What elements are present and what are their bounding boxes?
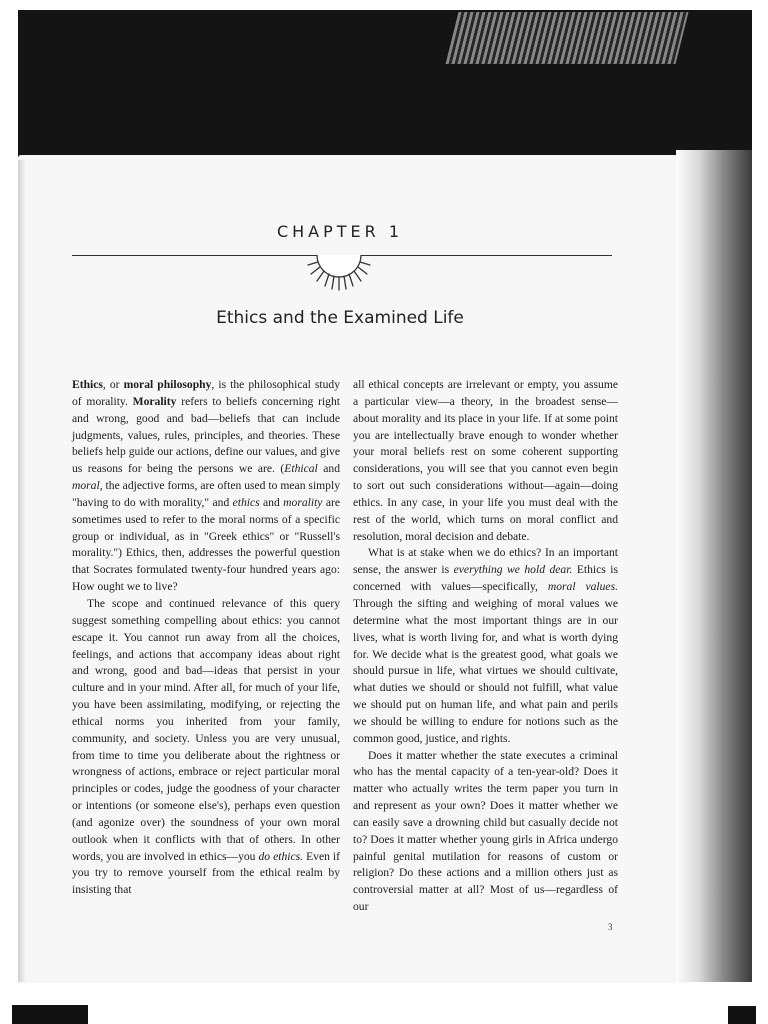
page-gutter-shadow — [676, 150, 752, 982]
page-number: 3 — [608, 922, 613, 932]
emphasis: morality — [283, 495, 323, 509]
emphasis: ethics — [232, 495, 260, 509]
emphasis: everything we hold dear. — [453, 563, 573, 577]
emphasis: moral values. — [547, 580, 618, 594]
text-column-left — [72, 377, 340, 899]
sunburst-ornament — [304, 255, 374, 295]
text-column-right — [353, 377, 618, 916]
text-run: , or — [102, 378, 124, 391]
term-bold: Ethics — [72, 378, 103, 391]
text-run: Ethics is concerned with values—specifically, — [353, 563, 618, 594]
text-run: Even if you try to remove yourself from the ethical realm by insisting that — [72, 849, 340, 897]
text-run: , is the philosophical study of morality. — [72, 378, 341, 408]
term-bold: Morality — [132, 394, 177, 408]
text-run: The scope and continued relevance of this query suggest something compelling about ethics: you cannot escape it. You cannot run away from all the choices, feelings, and actions that accompany ideas about right and wrong, good and bad—ideas that persist in your culture and in your mind. After all, for much of your life, you have been assimilating, modifying, or rejecting the ethical norms you inherited from your family, community, and society. Unless you are very unusual, from time to time you deliberate about the rightness or wrongness of actions, embrace or reject particular moral principles or codes, judge the goodness of your character or intentions (or someone else's), perhaps even question (and agonize over) the soundness of your own moral outlook when it conflicts with that of others. In other words, you are involved in ethics—you — [72, 596, 340, 863]
text-run: Through the sifting and weighing of moral values we determine what the most important things are in our lives, what is worth living for, and what is worth dying for. We decide what is the greatest good, what goals we should pursue in life, what virtues we should cultivate, what duties we should or should not fulfill, what value we should put on human life, and what pain and perils we should be willing to endure for notions such as the common good, justice, and rights. — [353, 596, 618, 745]
scan-artifact-stripes — [446, 12, 689, 64]
paragraph — [72, 596, 340, 899]
paragraph — [72, 377, 340, 596]
emphasis: do ethics. — [258, 849, 304, 863]
scan-corner-bottom-right — [728, 1006, 756, 1024]
paragraph — [353, 545, 618, 747]
paragraph — [353, 748, 618, 916]
text-run: refers to beliefs concerning right and wrong, good and bad—beliefs that can include judgments, values, rules, principles, and theories. These beliefs help guide our actions, define our values, and give us reasons for being the persons we are. ( — [72, 394, 341, 476]
text-run: the adjective forms, are often used to mean simply "having to do with morality," and — [72, 479, 340, 509]
chapter-title: Ethics and the Examined Life — [216, 308, 464, 328]
text-run: What is at stake when we do ethics? In an important sense, the answer is — [353, 546, 618, 577]
scan-corner-bottom-left — [12, 1005, 88, 1024]
emphasis: moral, — [72, 479, 103, 493]
text-run: and — [317, 462, 340, 476]
text-run: all ethical concepts are irrelevant or empty, you assume a particular view—a theory, in the broadest sense—about morality and its place in your life. If at some point you are intellectually brave enough to wonder whether your moral beliefs rest on some coherent supporting considerations, you will see that you cannot even begin to sort out such considerations without—again—doing ethics. In any case, in your life you must deal with the rest of the world, which turns on moral conflict and resolution, moral decision and debate. — [353, 378, 618, 543]
text-run: and — [259, 495, 284, 509]
emphasis: Ethical — [284, 462, 318, 476]
text-run: Does it matter whether the state executes a criminal who has the mental capacity of a ten-year-old? Does it matter who actually writes the term paper you turn in and represent as your own? Does it matter whether we can easily save a drowning child but casually decide not to? Does it matter whether young girls in Africa undergo painful genital mutilation for reasons of custom or religion? Do these actions and a million others just as controversial matter at all? Most of us—regardless of our — [353, 748, 618, 914]
term-bold: moral philosophy — [123, 378, 212, 391]
text-run: are sometimes used to refer to the moral norms of a specific group or individual, as in "Greek ethics" or "Russell's morality.") Ethics, then, addresses the powerful question that Socrates formulated twenty-four hundred years ago: How ought we to live? — [72, 495, 340, 594]
paragraph — [353, 377, 618, 545]
page-edge-left — [18, 160, 26, 982]
chapter-label: CHAPTER 1 — [276, 222, 404, 241]
